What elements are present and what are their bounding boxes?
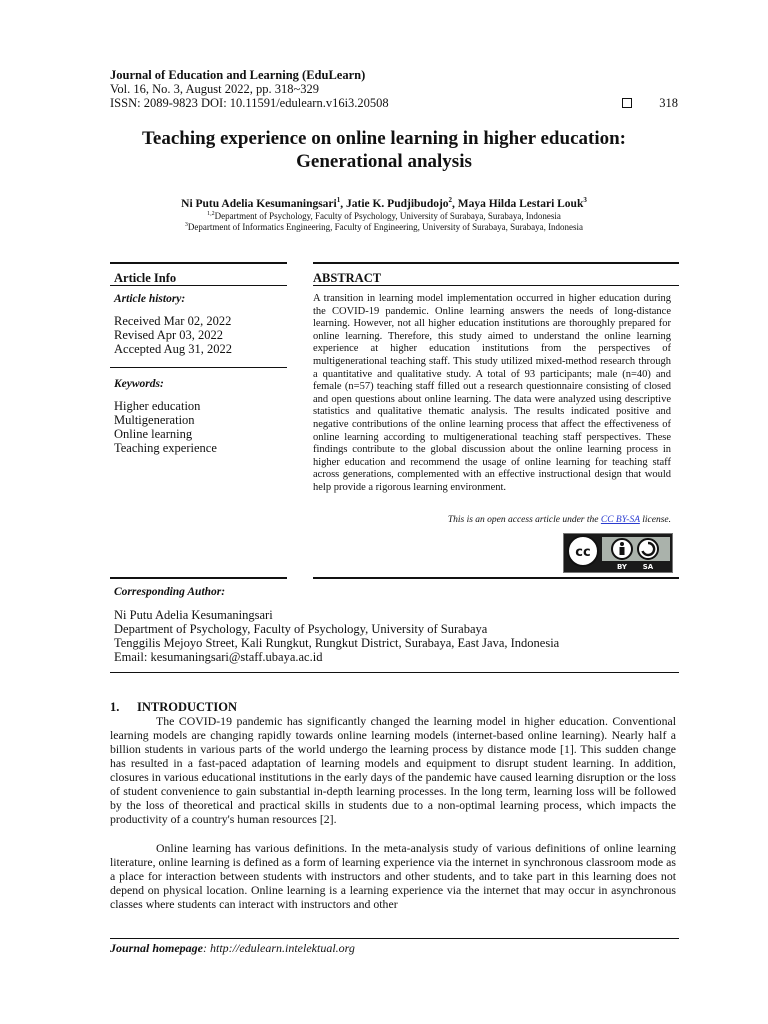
article-history-label: Article history: [114,293,186,305]
corresponding-email: Email: kesumaningsari@staff.ubaya.ac.id [114,650,323,664]
volume-info: Vol. 16, No. 3, August 2022, pp. 318~329 [110,82,319,96]
intro-heading: INTRODUCTION [137,700,238,714]
article-info-heading: Article Info [114,271,177,285]
square-icon [622,98,632,108]
accepted-date: Accepted Aug 31, 2022 [114,342,233,356]
affiliation-2 [80,222,688,232]
affiliation-1 [80,211,688,221]
author-2-sup: 2 [448,196,453,204]
keyword-item: Higher education [114,399,201,413]
author-3-sup: 3 [583,196,587,204]
license-note [448,515,671,525]
affiliation-2-text: Department of Informatics Engineering, Faculty of Engineering, University of Surabaya, Surabaya, Indonesia [187,222,584,232]
keyword-item: Multigeneration [114,413,195,427]
corresponding-author-label: Corresponding Author: [114,586,226,598]
by-label: BY [616,563,628,571]
received-date: Received Mar 02, 2022 [114,314,232,328]
affiliation-1-text: Department of Psychology, Faculty of Psychology, University of Surabaya, Surabaya, Indonesia [214,211,561,221]
intro-paragraph-2: Online learning has various definitions. In the meta-analysis study of various definitions of online learning literature, online learning is defined as a form of learning experience via the internet in synchronous classroom mode as a place for interaction between students with instructors and other students, and to take part in this learning does not depend on physical location. Online learning is a learning experience via the internet that may occur in asynchronous classes where students can interact with instructors and other [110,841,676,911]
rule-right-bottom [313,577,679,579]
rule-left-history [110,367,287,368]
cc-by-sa-link[interactable]: CC BY-SA [600,515,640,525]
journal-name: Journal of Education and Learning (EduLearn) [110,68,366,82]
intro-paragraph-1: The COVID-19 pandemic has significantly changed the learning model in higher education. Conventional learning models are changing rapidly towards online learning models (internet-based online learning). Nearly half a billion students in various parts of the world undergo the learning process by distance mode [1]. This sudden change has resulted in a fast-paced adaptation of learning models and equipment to disrupt student learning. In addition, closures in various educational institutions in the early days of the pandemic have caused learning disruption or the loss of student convenience to gain substantial in-depth learning processes. In the long term, learning loss will be followed by the loss of theoretical and practical skills in students due to a non-optimal learning process, which impacts the productivity of a country's human resources [2]. [110,714,676,826]
license-suffix: license. [639,515,671,525]
affiliation-1-sup: 1,2 [207,211,215,217]
rule-left-top [110,262,287,264]
author-list [80,196,688,210]
affiliation-2-sup: 3 [184,222,188,228]
sa-label: SA [642,563,654,571]
author-1-sup: 1 [336,196,341,204]
rule-right-top [313,262,679,264]
rule-left-bottom [110,577,287,579]
abstract-heading: ABSTRACT [313,271,382,285]
journal-homepage [110,941,355,956]
title-line-1: Teaching experience on online learning in higher education: [142,128,626,149]
author-3: , Maya Hilda Lestari Louk [452,197,584,210]
page-number: 318 [659,96,678,110]
cc-by-sa-badge-icon[interactable] [563,533,673,573]
issn-doi: ISSN: 2089-9823 DOI: 10.11591/edulearn.v16i3.20508 [110,96,389,110]
license-prefix: This is an open access article under the [447,515,601,525]
author-2: , Jatie K. Pudjibudojo [340,197,449,210]
keyword-item: Online learning [114,427,193,441]
cc-glyph: cc [575,545,591,560]
corresponding-dept: Department of Psychology, Faculty of Psychology, University of Surabaya [114,622,488,636]
rule-corresponding [110,672,679,673]
title-line-2: Generational analysis [296,151,472,172]
cc-badge-graphic [564,534,672,572]
corresponding-address: Tenggilis Mejoyo Street, Kali Rungkut, Rungkut District, Surabaya, East Java, Indonesia [114,636,560,650]
revised-date: Revised Apr 03, 2022 [114,328,224,342]
homepage-label: Journal homepage [110,941,204,955]
intro-number: 1. [110,700,120,714]
rule-footer [110,938,679,939]
author-1: Ni Putu Adelia Kesumaningsari [181,197,337,210]
abstract-text: A transition in learning model implementation occurred in higher education during the COVID-19 pandemic. Online learning answers the needs of long-distance learning. However, not all higher education institutions are thoroughly prepared for online learning. Therefore, this study aimed to understand the online learning experience at higher education institutions from the perspectives of multigenerational teaching staff. This study utilized mixed-method research through a quantitative and qualitative study. A total of 93 participants; male (n=40) and female (n=57) teaching staff filled out a research questionnaire consisting of closed and open questions about online learning. The data were analyzed using descriptive statistics and qualitative thematic analysis. The results indicated positive and negative contributions of the online learning process that affect the effectiveness of online learning according to multigenerational teaching staff perspectives. These findings contribute to the global discussion about the online learning process in higher education and recommend the usage of online learning for teaching staff across generations, complemented with an effective instructional design that would help provide a rigorous learning environment. [313,293,671,493]
homepage-url[interactable]: : http://edulearn.intelektual.org [203,941,355,955]
paper-title [80,127,688,173]
corresponding-name: Ni Putu Adelia Kesumaningsari [114,608,273,622]
keyword-item: Teaching experience [114,441,217,455]
keywords-label: Keywords: [114,378,164,390]
